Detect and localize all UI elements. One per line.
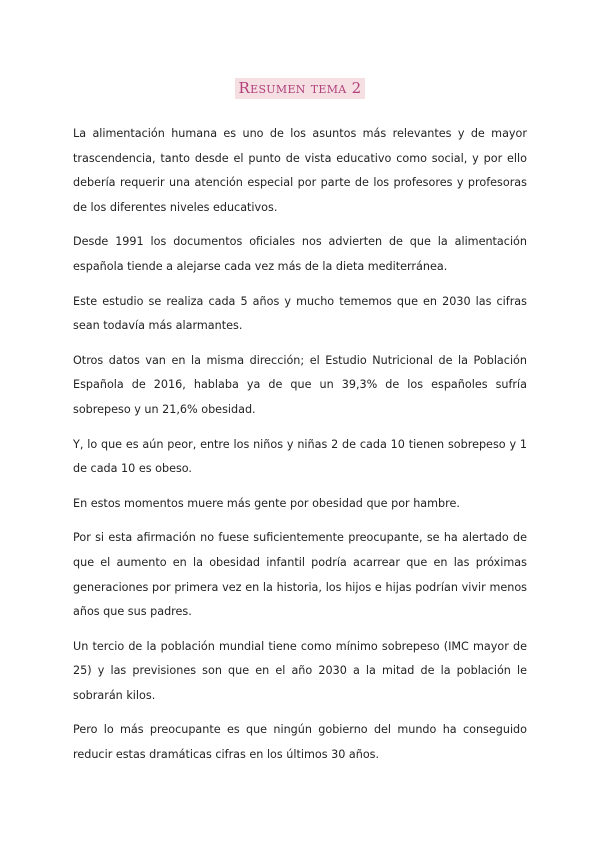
document-body (73, 122, 527, 768)
paragraph: Por si esta afirmación no fuese suficientemente preocupante, se ha alertado de que el aumento en la obesidad infantil podría acarrear que en las próximas generaciones por primera vez en la historia, los hijos e hijas podrían vivir menos años que sus padres. (73, 531, 527, 619)
paragraph: Este estudio se realiza cada 5 años y mucho tememos que en 2030 las cifras sean todavía más alarmantes. (73, 294, 527, 333)
page-title: Resumen tema 2 (235, 78, 366, 99)
paragraph: En estos momentos muere más gente por obesidad que por hambre. (73, 496, 460, 510)
title-container (73, 0, 527, 102)
paragraph: La alimentación humana es uno de los asuntos más relevantes y de mayor trascendencia, tanto desde el punto de vista educativo como social, y por ello debería requerir una atención especial por parte de los profesores y profesoras de los diferentes niveles educativos. (73, 127, 527, 214)
paragraph: Un tercio de la población mundial tiene como mínimo sobrepeso (IMC mayor de 25) y las previsiones son que en el año 2030 a la mitad de la población le sobrarán kilos. (73, 639, 527, 702)
paragraph: Otros datos van en la misma dirección; el Estudio Nutricional de la Población Española de 2016, hablaba ya de que un 39,3% de los españoles sufría sobrepeso y un 21,6% obesidad. (73, 353, 527, 416)
paragraph: Desde 1991 los documentos oficiales nos advierten de que la alimentación española tiende a alejarse cada vez más de la dieta mediterránea. (73, 235, 527, 273)
paragraph: Pero lo más preocupante es que ningún gobierno del mundo ha conseguido reducir estas dramáticas cifras en los últimos 30 años. (73, 723, 527, 762)
paragraph: Y, lo que es aún peor, entre los niños y niñas 2 de cada 10 tienen sobrepeso y 1 de cada 10 es obeso. (73, 437, 527, 476)
